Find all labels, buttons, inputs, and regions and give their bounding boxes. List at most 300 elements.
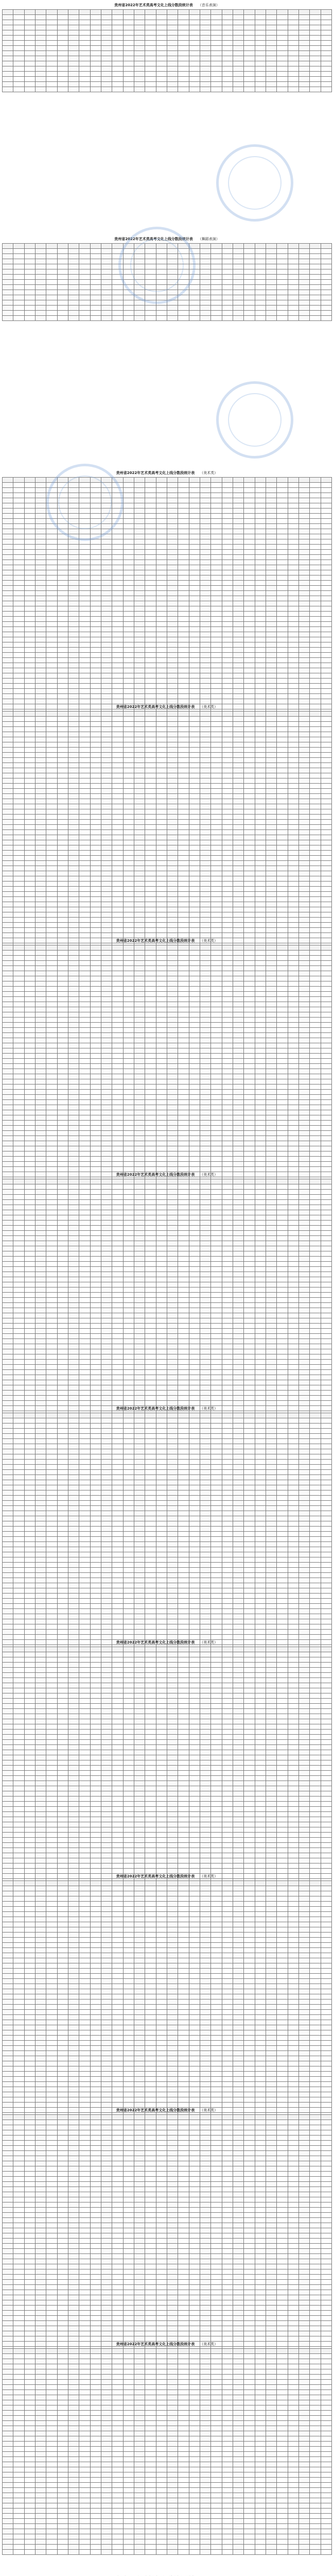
table-cell: [167, 722, 178, 727]
table-cell: [3, 907, 13, 912]
table-cell: [266, 966, 276, 971]
table-cell: [211, 493, 222, 498]
table-cell: [255, 560, 266, 565]
table-cell: [255, 632, 266, 637]
table-cell: [101, 300, 112, 306]
table-cell: [101, 1043, 112, 1048]
table-cell: [123, 981, 134, 987]
table-cell: [101, 804, 112, 809]
table-cell: [123, 840, 134, 845]
table-cell: [211, 555, 222, 560]
table-cell: [46, 951, 57, 956]
table-cell: [79, 1105, 90, 1110]
table-cell: [35, 653, 46, 658]
table-cell: [233, 1100, 243, 1105]
table-cell: [46, 264, 57, 269]
table-cell: [57, 1136, 68, 1141]
table-cell: [211, 997, 222, 1002]
table-cell: [68, 763, 79, 768]
table-cell: [288, 981, 298, 987]
table-cell: [101, 717, 112, 722]
table-cell: [244, 684, 255, 689]
table-cell: [123, 575, 134, 581]
table-cell: [145, 768, 156, 773]
table-cell: [3, 773, 13, 778]
table-cell: [3, 976, 13, 981]
table-cell: [35, 820, 46, 825]
table-cell: [134, 1043, 145, 1048]
table-cell: [167, 912, 178, 918]
table-cell: [222, 758, 233, 763]
table-cell: [156, 1095, 167, 1100]
table-cell: [123, 545, 134, 550]
table-cell: [244, 617, 255, 622]
table-cell: [123, 555, 134, 560]
table-cell: [222, 851, 233, 856]
table-cell: [145, 902, 156, 907]
table-cell: [321, 1115, 331, 1121]
table-cell: [277, 1100, 288, 1105]
table-cell: [145, 311, 156, 316]
table-cell: [134, 748, 145, 753]
table-cell: [90, 722, 101, 727]
table-cell: [244, 653, 255, 658]
table-cell: [255, 1090, 266, 1095]
table-cell: [288, 825, 298, 830]
table-cell: [112, 259, 123, 264]
table-cell: [101, 851, 112, 856]
table-cell: [222, 876, 233, 882]
table-row: [3, 311, 332, 316]
table-cell: [24, 550, 35, 555]
table-cell: [277, 1023, 288, 1028]
table-cell: [134, 503, 145, 509]
table-cell: [156, 1033, 167, 1038]
table-cell: [288, 815, 298, 820]
table-cell: [211, 290, 222, 295]
table-cell: [46, 804, 57, 809]
table-cell: [112, 679, 123, 684]
table-cell: [222, 550, 233, 555]
table-cell: [310, 503, 321, 509]
table-cell: [321, 825, 331, 830]
table-cell: [200, 717, 210, 722]
table-header-cell: [244, 711, 255, 717]
table-cell: [310, 56, 321, 61]
table-cell: [211, 658, 222, 663]
table-cell: [167, 275, 178, 280]
table-cell: [277, 72, 288, 77]
table-cell: [200, 1059, 210, 1064]
table-cell: [321, 1048, 331, 1054]
table-cell: [321, 539, 331, 545]
table-cell: [288, 290, 298, 295]
table-cell: [79, 871, 90, 876]
table-cell: [288, 565, 298, 570]
table-header-cell: [233, 478, 243, 483]
table-cell: [68, 632, 79, 637]
table-cell: [288, 971, 298, 976]
table-row: [3, 259, 332, 264]
table-header-cell: [222, 10, 233, 15]
table-cell: [79, 306, 90, 311]
table-cell: [178, 498, 189, 503]
table-cell: [156, 653, 167, 658]
table-cell: [178, 768, 189, 773]
table-cell: [200, 316, 210, 321]
table-cell: [178, 1090, 189, 1095]
table-cell: [35, 1121, 46, 1126]
table-cell: [46, 722, 57, 727]
table-cell: [310, 1126, 321, 1131]
table-cell: [222, 565, 233, 570]
table-cell: [101, 591, 112, 596]
table-cell: [211, 560, 222, 565]
table-cell: [277, 727, 288, 732]
table-cell: [321, 742, 331, 748]
table-cell: [35, 627, 46, 632]
table-cell: [90, 856, 101, 861]
table-cell: [145, 897, 156, 902]
table-cell: [24, 591, 35, 596]
table-row: [3, 820, 332, 825]
table-cell: [298, 648, 309, 653]
table-cell: [13, 976, 24, 981]
table-cell: [200, 815, 210, 820]
table-cell: [13, 866, 24, 871]
table-cell: [255, 1048, 266, 1054]
table-cell: [3, 851, 13, 856]
table-cell: [222, 763, 233, 768]
table-cell: [298, 856, 309, 861]
table-cell: [24, 61, 35, 66]
table-cell: [200, 1100, 210, 1105]
table-cell: [57, 488, 68, 493]
table-cell: [298, 1100, 309, 1105]
table-cell: [255, 871, 266, 876]
table-cell: [68, 1084, 79, 1090]
table-cell: [145, 918, 156, 923]
table-cell: [145, 658, 156, 663]
table-cell: [255, 902, 266, 907]
table-header-cell: [288, 478, 298, 483]
table-cell: [277, 51, 288, 56]
table-row: [3, 830, 332, 835]
table-cell: [24, 773, 35, 778]
table-cell: [298, 689, 309, 694]
table-cell: [145, 570, 156, 575]
table-cell: [134, 689, 145, 694]
table-cell: [178, 259, 189, 264]
table-cell: [90, 66, 101, 72]
table-cell: [298, 876, 309, 882]
table-cell: [46, 737, 57, 742]
table-cell: [222, 1038, 233, 1043]
table-cell: [35, 601, 46, 606]
table-row: [3, 539, 332, 545]
table-cell: [13, 61, 24, 66]
table-cell: [298, 992, 309, 997]
table-cell: [156, 306, 167, 311]
table-cell: [244, 835, 255, 840]
table-cell: [35, 87, 46, 92]
table-cell: [233, 1054, 243, 1059]
table-cell: [123, 892, 134, 897]
table-cell: [3, 519, 13, 524]
table-cell: [189, 809, 200, 815]
table-cell: [200, 966, 210, 971]
table-cell: [79, 923, 90, 928]
table-cell: [112, 907, 123, 912]
table-cell: [266, 41, 276, 46]
table-cell: [298, 20, 309, 25]
table-cell: [3, 30, 13, 36]
table-cell: [112, 861, 123, 866]
table-cell: [298, 815, 309, 820]
table-cell: [101, 758, 112, 763]
table-cell: [24, 36, 35, 41]
table-cell: [57, 951, 68, 956]
table-cell: [233, 689, 243, 694]
table-cell: [90, 679, 101, 684]
table-cell: [24, 866, 35, 871]
table-cell: [288, 882, 298, 887]
table-cell: [35, 753, 46, 758]
table-cell: [24, 673, 35, 679]
table-cell: [266, 653, 276, 658]
table-cell: [35, 840, 46, 845]
table-cell: [255, 799, 266, 804]
table-cell: [266, 951, 276, 956]
table-cell: [222, 249, 233, 254]
table-cell: [35, 825, 46, 830]
table-cell: [211, 249, 222, 254]
table-cell: [321, 1064, 331, 1069]
table-cell: [211, 976, 222, 981]
table-row: [3, 632, 332, 637]
table-cell: [112, 1131, 123, 1136]
table-cell: [145, 758, 156, 763]
table-cell: [222, 498, 233, 503]
table-cell: [13, 799, 24, 804]
table-cell: [123, 918, 134, 923]
table-cell: [90, 503, 101, 509]
table-header-cell: [46, 244, 57, 249]
table-cell: [24, 637, 35, 642]
table-cell: [145, 773, 156, 778]
table-row: [3, 555, 332, 560]
table-cell: [233, 742, 243, 748]
table-cell: [200, 1069, 210, 1074]
table-cell: [222, 897, 233, 902]
table-cell: [244, 316, 255, 321]
table-cell: [266, 981, 276, 987]
table-cell: [101, 617, 112, 622]
table-cell: [145, 509, 156, 514]
table-cell: [178, 799, 189, 804]
table-cell: [310, 632, 321, 637]
table-cell: [211, 748, 222, 753]
table-cell: [35, 748, 46, 753]
table-cell: [200, 1084, 210, 1090]
table-cell: [178, 758, 189, 763]
table-cell: [310, 887, 321, 892]
table-cell: [68, 918, 79, 923]
table-cell: [13, 66, 24, 72]
table-cell: [178, 1131, 189, 1136]
table-cell: [310, 892, 321, 897]
table-cell: [145, 290, 156, 295]
table-cell: [134, 316, 145, 321]
table-cell: [178, 653, 189, 658]
table-cell: [156, 1043, 167, 1048]
table-cell: [24, 763, 35, 768]
table-cell: [167, 815, 178, 820]
table-row: [3, 46, 332, 51]
table-cell: [13, 668, 24, 673]
table-cell: [35, 1105, 46, 1110]
table-cell: [35, 606, 46, 612]
table-cell: [200, 565, 210, 570]
table-cell: [24, 1059, 35, 1064]
table-cell: [134, 778, 145, 784]
table-cell: [156, 820, 167, 825]
table-cell: [90, 36, 101, 41]
table-cell: [101, 794, 112, 799]
table-cell: [90, 717, 101, 722]
table-cell: [310, 622, 321, 627]
table-cell: [211, 763, 222, 768]
table-cell: [112, 773, 123, 778]
table-cell: [233, 815, 243, 820]
table-cell: [13, 264, 24, 269]
table-cell: [123, 642, 134, 648]
table-cell: [277, 560, 288, 565]
table-cell: [310, 1084, 321, 1090]
table-cell: [13, 1007, 24, 1012]
table-cell: [178, 928, 189, 933]
table-cell: [200, 758, 210, 763]
table-cell: [156, 992, 167, 997]
table-cell: [57, 887, 68, 892]
table-cell: [112, 524, 123, 529]
table-cell: [123, 1079, 134, 1084]
table-cell: [298, 483, 309, 488]
table-cell: [57, 300, 68, 306]
table-cell: [68, 61, 79, 66]
table-cell: [200, 825, 210, 830]
table-cell: [167, 519, 178, 524]
table-cell: [178, 773, 189, 778]
table-cell: [266, 820, 276, 825]
table-cell: [24, 1048, 35, 1054]
table-cell: [222, 264, 233, 269]
table-cell: [134, 1064, 145, 1069]
table-cell: [134, 1126, 145, 1131]
table-cell: [46, 311, 57, 316]
table-cell: [24, 976, 35, 981]
table-cell: [112, 534, 123, 539]
table-cell: [310, 254, 321, 259]
table-cell: [178, 918, 189, 923]
table-cell: [233, 30, 243, 36]
table-cell: [90, 778, 101, 784]
table-cell: [57, 694, 68, 699]
table-cell: [310, 742, 321, 748]
table-cell: [134, 684, 145, 689]
table-cell: [13, 804, 24, 809]
table-cell: [200, 1007, 210, 1012]
table-cell: [189, 971, 200, 976]
table-cell: [167, 840, 178, 845]
table-cell: [288, 1038, 298, 1043]
table-cell: [200, 290, 210, 295]
table-cell: [222, 830, 233, 835]
table-cell: [68, 1136, 79, 1141]
table-cell: [145, 907, 156, 912]
table-cell: [277, 570, 288, 575]
table-cell: [68, 1023, 79, 1028]
table-cell: [189, 264, 200, 269]
table-cell: [288, 1033, 298, 1038]
table-cell: [112, 976, 123, 981]
table-cell: [277, 923, 288, 928]
table-cell: [24, 648, 35, 653]
table-cell: [90, 658, 101, 663]
table-cell: [3, 1126, 13, 1131]
table-cell: [24, 596, 35, 601]
table-cell: [178, 514, 189, 519]
table-cell: [310, 524, 321, 529]
table-cell: [222, 509, 233, 514]
table-cell: [266, 575, 276, 581]
table-cell: [222, 632, 233, 637]
table-header-cell: [189, 945, 200, 951]
table-cell: [321, 550, 331, 555]
table-cell: [57, 902, 68, 907]
table-cell: [321, 1023, 331, 1028]
table-cell: [298, 768, 309, 773]
table-cell: [68, 658, 79, 663]
table-cell: [68, 845, 79, 851]
table-cell: [68, 1095, 79, 1100]
table-cell: [24, 627, 35, 632]
table-cell: [13, 509, 24, 514]
table-cell: [35, 722, 46, 727]
table-row: [3, 1090, 332, 1095]
table-cell: [277, 87, 288, 92]
table-cell: [46, 596, 57, 601]
table-cell: [13, 627, 24, 632]
table-cell: [178, 1100, 189, 1105]
table-cell: [211, 804, 222, 809]
table-cell: [266, 1038, 276, 1043]
table-cell: [321, 866, 331, 871]
table-cell: [79, 907, 90, 912]
table-cell: [123, 658, 134, 663]
table-cell: [101, 1069, 112, 1074]
table-cell: [200, 997, 210, 1002]
table-cell: [123, 617, 134, 622]
table-cell: [244, 997, 255, 1002]
table-cell: [24, 316, 35, 321]
table-cell: [288, 653, 298, 658]
table-cell: [123, 1018, 134, 1023]
table-cell: [13, 514, 24, 519]
table-cell: [189, 483, 200, 488]
table-cell: [266, 259, 276, 264]
table-cell: [211, 1105, 222, 1110]
